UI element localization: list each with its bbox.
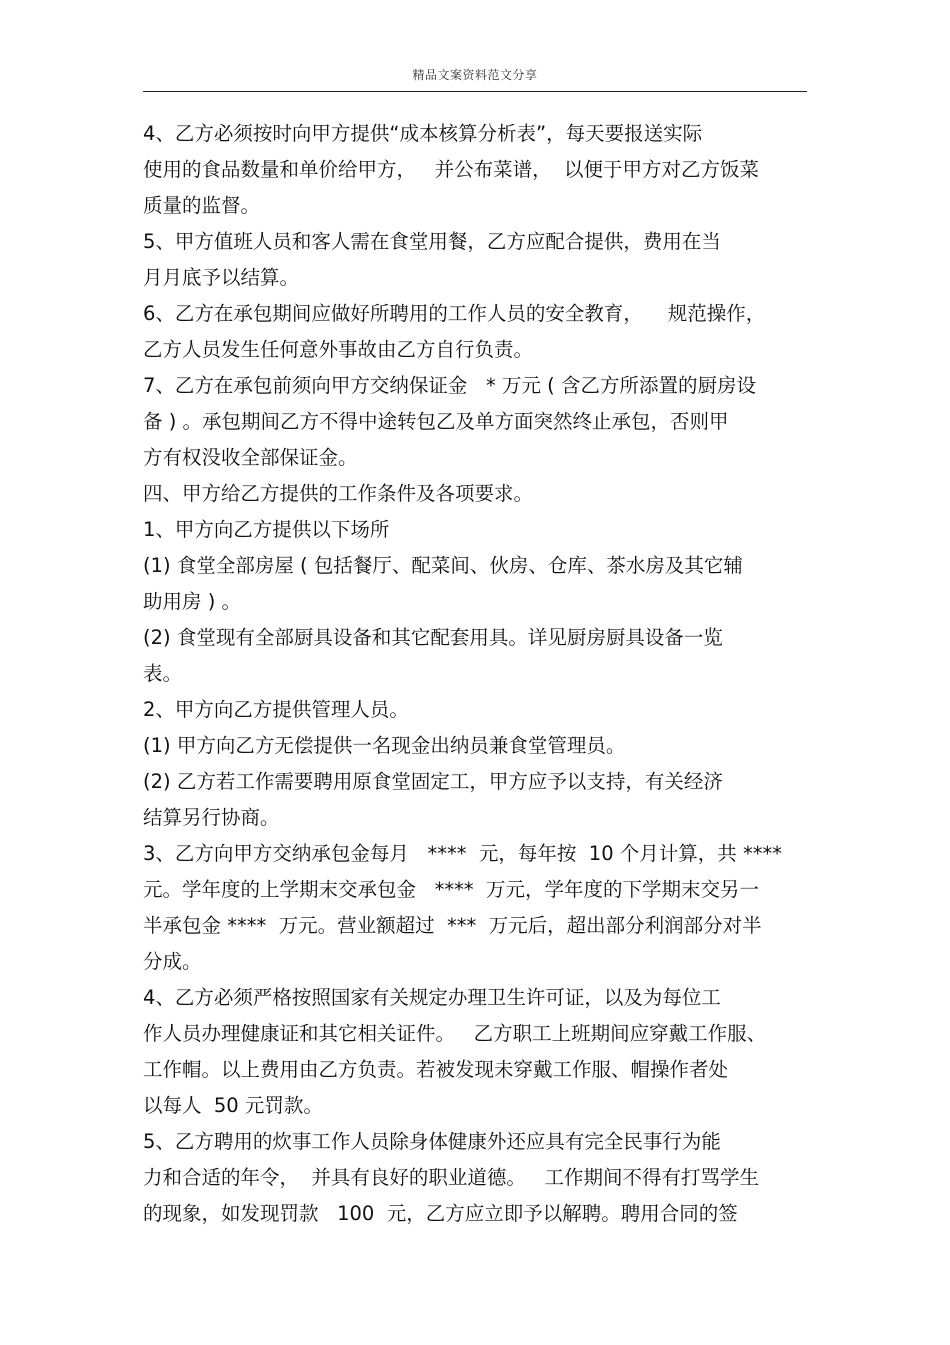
text-line: 的现象，如发现罚款 100 元，乙方应立即予以解聘。聘用合同的签 [143,1202,738,1225]
text-line: (1) 食堂全部房屋 ( 包括餐厅、配菜间、伙房、仓库、茶水房及其它辅 [143,554,743,577]
text-line: (2) 食堂现有全部厨具设备和其它配套用具。详见厨房厨具设备一览 [143,626,723,649]
text-line: 4、乙方必须按时向甲方提供“成本核算分析表”，每天要报送实际 [143,122,703,145]
text-line: 分成。 [143,950,202,973]
text-line: 力和合适的年令， 并具有良好的职业道德。 工作期间不得有打骂学生 [143,1166,759,1189]
text-line: 乙方人员发生任何意外事故由乙方自行负责。 [143,338,534,361]
text-line: 表。 [143,662,183,685]
text-line: 助用房 ) 。 [143,590,242,613]
text-line: 半承包金 **** 万元。营业额超过 *** 万元后，超出部分利润部分对半 [143,914,762,937]
text-line: 5、乙方聘用的炊事工作人员除身体健康外还应具有完全民事行为能 [143,1130,721,1153]
text-line: 7、乙方在承包前须向甲方交纳保证金 * 万元 ( 含乙方所添置的厨房设 [143,374,756,397]
text-line: 方有权没收全部保证金。 [143,446,358,469]
section-heading: 四、甲方给乙方提供的工作条件及各项要求。 [143,482,534,505]
text-line: 工作帽。以上费用由乙方负责。若被发现未穿戴工作服、帽操作者处 [143,1058,729,1081]
text-line: (2) 乙方若工作需要聘用原食堂固定工，甲方应予以支持，有关经济 [143,770,723,793]
text-line: 备 ) 。承包期间乙方不得中途转包乙及单方面突然终止承包，否则甲 [143,410,729,433]
text-line: (1) 甲方向乙方无偿提供一名现金出纳员兼食堂管理员。 [143,734,626,757]
text-line: 结算另行协商。 [143,806,280,829]
text-line: 4、乙方必须严格按照国家有关规定办理卫生许可证，以及为每位工 [143,986,721,1009]
page-header: 精品文案资料范文分享 [412,68,538,82]
text-line: 1、甲方向乙方提供以下场所 [143,518,390,541]
document-body [143,116,807,1232]
text-line: 3、乙方向甲方交纳承包金每月 **** 元，每年按 10 个月计算，共 **** [143,842,783,865]
text-line: 5、甲方值班人员和客人需在食堂用餐，乙方应配合提供，费用在当 [143,230,721,253]
text-line: 作人员办理健康证和其它相关证件。 乙方职工上班期间应穿戴工作服、 [143,1022,767,1045]
text-line: 以每人 50 元罚款。 [143,1094,323,1117]
text-line: 元。学年度的上学期末交承包金 **** 万元，学年度的下学期末交另一 [143,878,759,901]
text-line: 质量的监督。 [143,194,261,217]
text-line: 月月底予以结算。 [143,266,300,289]
text-line: 2、甲方向乙方提供管理人员。 [143,698,409,721]
text-line: 使用的食品数量和单价给甲方， 并公布菜谱， 以便于甲方对乙方饭菜 [143,158,759,181]
text-line: 6、乙方在承包期间应做好所聘用的工作人员的安全教育， 规范操作， [143,302,766,325]
header-divider [143,91,807,92]
